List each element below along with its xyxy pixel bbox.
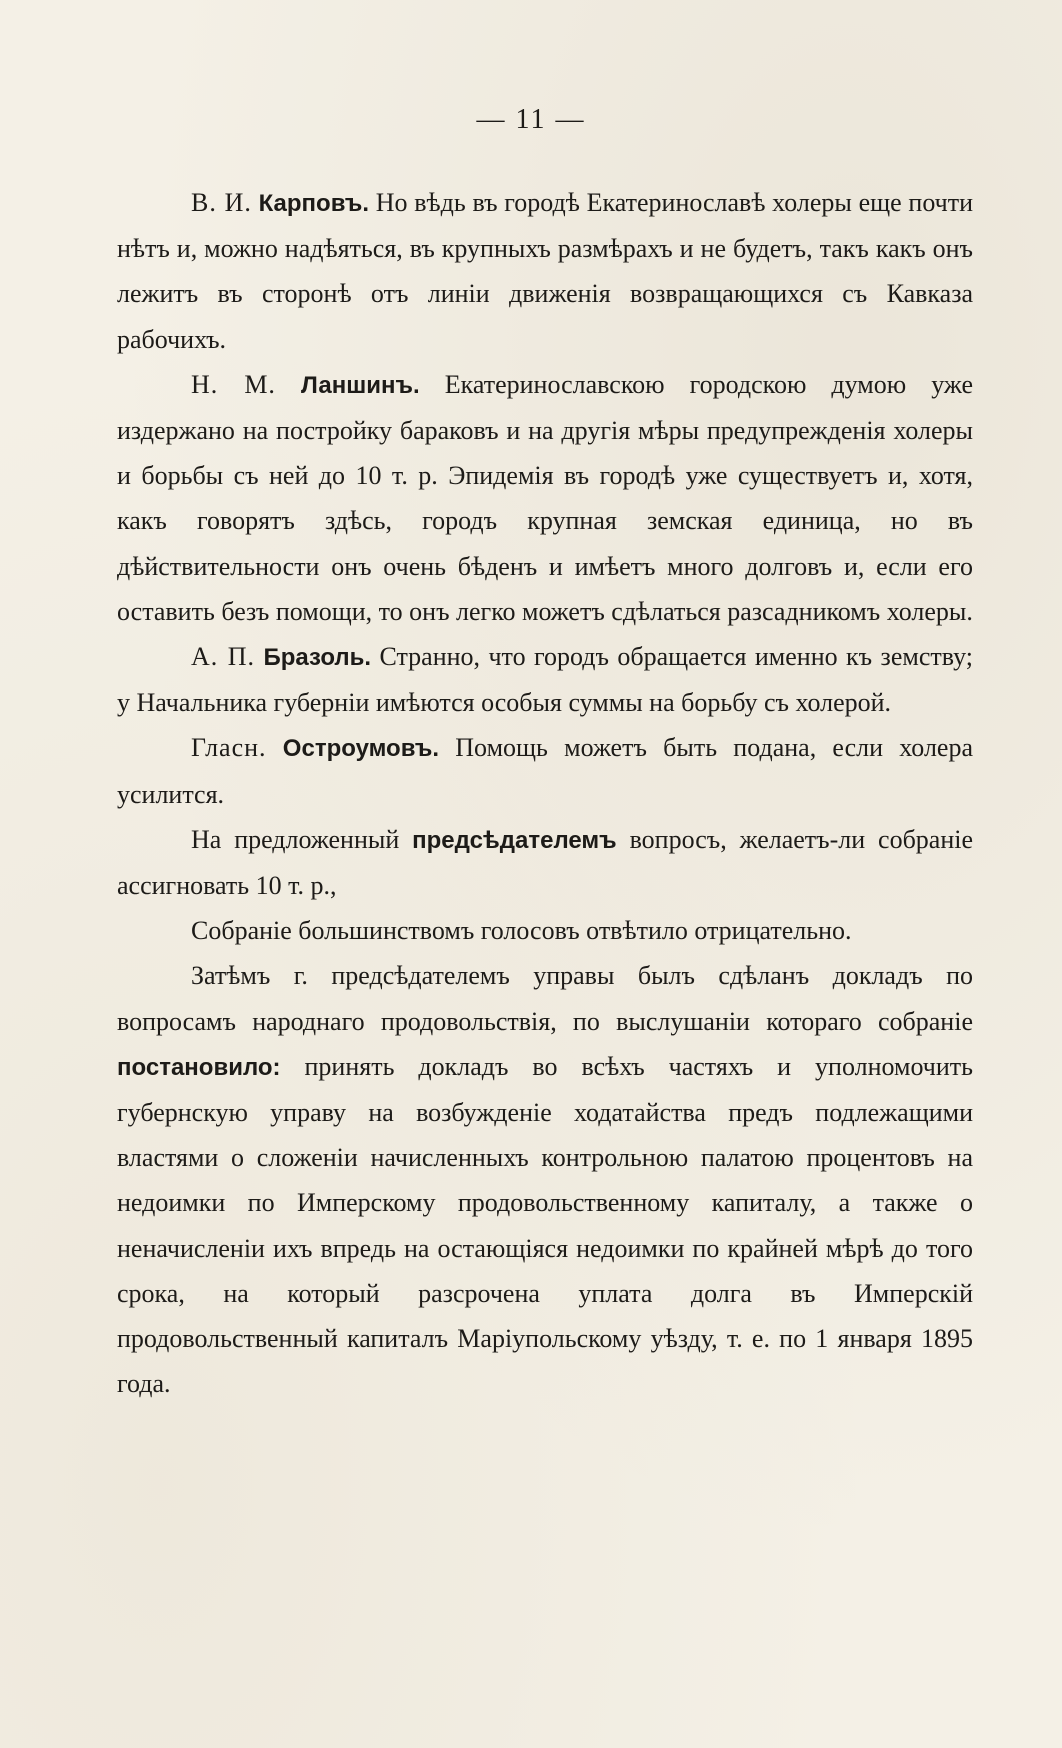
speaker-initials: Н. М. xyxy=(191,369,276,399)
paragraph-vote-result xyxy=(117,908,973,953)
document-body xyxy=(117,180,973,1406)
paragraph-ostroumov xyxy=(117,725,973,816)
paragraph-text-after: вопросъ, желаетъ-ли собраніе ассигновать 10 т. р., xyxy=(117,824,974,901)
paragraph-text-before: На предложенный xyxy=(191,824,400,854)
paragraph-text: Собраніе большинствомъ голосовъ отвѣтило отрицательно. xyxy=(191,916,852,946)
speaker-name: Ланшинъ. xyxy=(300,371,420,399)
paragraph-brazol xyxy=(117,634,973,725)
emphasized-word: предсѣдателемъ xyxy=(412,826,617,854)
emphasized-word: постановило: xyxy=(117,1053,281,1081)
speaker-initials: В. И. xyxy=(191,188,252,217)
paragraph-resolution xyxy=(117,953,973,1406)
speaker-initials: А. П. xyxy=(191,642,255,672)
paragraph-text-before: Затѣмъ г. предсѣдателемъ управы былъ сдѣланъ докладъ по вопросамъ народнаго продовольствія, по выслушаніи котораго собраніе xyxy=(117,961,973,1036)
speaker-name: Бразоль. xyxy=(263,644,372,672)
paragraph-karpov xyxy=(117,180,973,362)
paragraph-text: Но вѣдь въ городѣ Екатеринославѣ холеры еще почти нѣтъ и, можно надѣяться, въ крупныхъ размѣрахъ и не будетъ, такъ какъ онъ лежитъ въ сторонѣ отъ линіи движенія возвращающихся съ Кавказа рабочихъ. xyxy=(117,188,973,354)
paragraph-lanshin xyxy=(117,362,973,634)
paragraph-chairman-question xyxy=(117,817,973,908)
speaker-name: Остроумовъ. xyxy=(282,735,440,763)
paragraph-text: Странно, что городъ обращается именно къ земству; у Начальника губерніи имѣются особыя суммы на борьбу съ холерой. xyxy=(117,642,973,718)
speaker-name: Карповъ. xyxy=(258,190,370,217)
page-number: — 11 — xyxy=(476,104,586,135)
speaker-title: Гласн. xyxy=(191,733,267,763)
paragraph-text: Помощь можетъ быть подана, если холера усилится. xyxy=(117,733,974,809)
paragraph-text: Екатеринославскою городскою думою уже издержано на постройку бараковъ и на другія мѣры предупрежденія холеры и борьбы съ ней до 10 т. р. Эпидемія въ городѣ уже существуетъ и, хотя, какъ говорятъ здѣсь, городъ крупная земская единица, но въ дѣйствительности онъ очень бѣденъ и имѣетъ много долговъ и, если его оставить безъ помощи, то онъ легко можетъ сдѣлаться разсадникомъ холеры. xyxy=(117,369,974,626)
paragraph-text-after: принять докладъ во всѣхъ частяхъ и уполномочить губернскую управу на возбужденіе ходатайства предъ подлежащими властями о сложеніи начисленныхъ контрольною палатою процентовъ на недоимки по Имперскому продовольственному капиталу, а также о неначисленіи ихъ впредь на остающіяся недоимки по крайней мѣрѣ до того срока, на который разсрочена уплата долга въ Имперскій продовольственный капиталъ Маріупольскому уѣзду, т. е. по 1 января 1895 года. xyxy=(117,1051,974,1399)
